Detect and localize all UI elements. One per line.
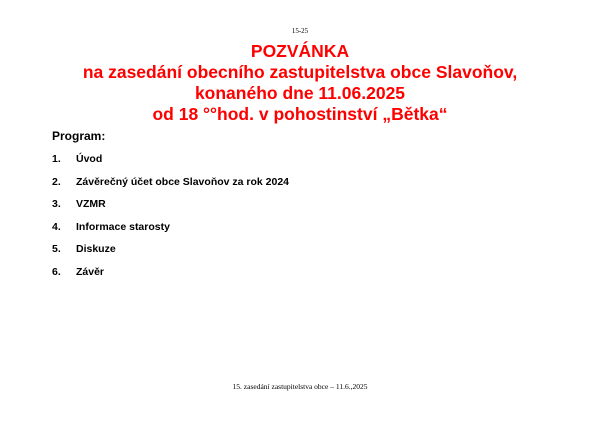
agenda-item-number: 6. [52,265,61,278]
agenda-item [52,153,289,176]
agenda-item-text: Diskuze [76,243,116,256]
agenda-item-number: 3. [52,198,61,211]
agenda-item [52,198,289,221]
agenda-item [52,221,289,244]
invitation-heading [0,41,600,125]
agenda-item [52,176,289,199]
heading-time-place: od 18 °°hod. v pohostinství „Bětka“ [152,104,448,124]
program-label: Program: [52,129,106,143]
heading-meeting: na zasedání obecního zastupitelstva obce Slavoňov, [82,62,518,82]
agenda-item-text: Závěrečný účet obce Slavoňov za rok 2024 [76,175,290,188]
agenda-item-text: VZMR [76,198,106,211]
heading-date: konaného dne 11.06.2025 [194,83,406,103]
agenda-item-number: 4. [52,220,61,233]
agenda-item-number: 5. [52,243,61,256]
agenda-item-text: Závěr [76,265,105,278]
agenda-item [52,266,289,289]
agenda-item-text: Úvod [76,153,103,165]
heading-title: POZVÁNKA [250,41,350,61]
agenda-item-number: 1. [52,153,61,165]
agenda-list [52,153,289,289]
page-footer: 15. zasedání zastupitelstva obce – 11.6.,2025 [232,382,368,391]
agenda-item [52,243,289,266]
agenda-item-number: 2. [52,175,61,188]
page-number: 15-25 [291,27,309,35]
agenda-item-text: Informace starosty [76,220,170,233]
